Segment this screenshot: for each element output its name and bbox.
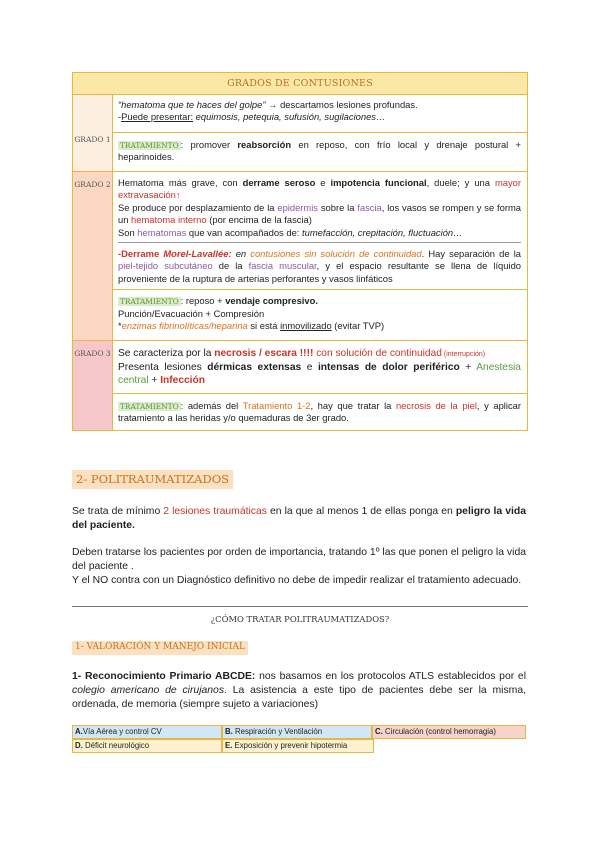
treatment-tag: TRATAMIENTO [120,401,179,411]
abcde-cell-e: E. Exposición y prevenir hipotermia [222,739,374,753]
paragraph-diagnosis: Y el NO contra con un Diagnóstico definitivo no debe de impedir realizar el tratamiento adecuado. [72,575,522,586]
paragraph-abcde: 1- Reconocimiento Primario ABCDE: nos basamos en los protocolos ATLS establecidos por el colegio americano de cirujanos. La asistencia a este tipo de pacientes debe ser la misma, ordenada, de memoria (siempre sujeto a variaciones) [72,671,527,710]
abcde-cell-d: D. Déficit neurológico [72,739,222,753]
grade-2-treatment: TRATAMIENTO : reposo + vendaje compresivo. Punción/Evacuación + Compresión *enzimas fibrinolíticas/heparina si está inmovilizado (evitar TVP) [118,295,385,332]
morel-lavallee-note: -Derrame Morel-Lavallée: en contusiones sin solución de continuidad. Hay separación de la piel-tejido subcutáneo de la fascia muscular, y el espacio resultante se llena de líquido proveniente de la ruptura de arterias perforantes y vasos linfáticos [118,248,522,284]
grade-2-label: GRADO 2 [73,172,113,340]
subsection-question: ¿CÓMO TRATAR POLITRAUMATIZADOS? [210,614,390,624]
grade-3-label: GRADO 3 [73,341,113,429]
grade-3-treatment: TRATAMIENTO : además del Tratamiento 1-2, hay que tratar la necrosis de la piel, y aplicar tratamiento a las heridas y/o quemaduras de 3er grado. [118,399,521,424]
section-heading: 2- POLITRAUMATIZADOS [72,470,233,489]
grade-3-row [73,341,527,429]
paragraph-definition: Se trata de mínimo 2 lesiones traumáticas en la que al menos 1 de ellas ponga en peligro la vida del paciente. [72,506,526,531]
treatment-tag: TRATAMIENTO [120,141,179,150]
grade-2-row [73,172,527,341]
treatment-tag: TRATAMIENTO [120,297,179,307]
divider [72,606,528,607]
grade-3-description: Se caracteriza por la necrosis / escara !!!! con solución de continuidad (interrupción) Presenta lesiones dérmicas extensas e intensas de dolor periférico + Anestesia central + Infección [113,341,527,393]
grade-2-description: Hematoma más grave, con derrame seroso e impotencia funcional, duele; y una mayor extravasación↑ Se produce por desplazamiento de la epidermis sobre la fascia, los vasos se rompen y se forma un hematoma interno (por encima de la fascia) Son hematomas que van acompañados de: tumefacción, crepitación, fluctuación… -Derrame Morel-Lavallée: en contusiones sin solución de continuidad. Hay separación de la piel-tejido subcutáneo de la fascia muscular, y el espacio resultante se llena de líquido proveniente de la ruptura de arterias perforantes y vasos linfáticos [113,172,527,290]
paragraph-priority: Deben tratarse los pacientes por orden de importancia, tratando 1º las que ponen el peligro la vida del paciente . [72,547,526,572]
grade-1-label: GRADO 1 [73,95,113,171]
grade-1-treatment: TRATAMIENTO : promover reabsorción en reposo, con frío local y drenaje postural + heparinoides. [118,139,521,163]
abcde-table [72,725,528,753]
subsection-heading: 1- VALORACIÓN Y MANEJO INICIAL [72,641,248,655]
grade-1-row [73,95,527,172]
abcde-cell-c: C. Circulación (control hemorragia) [372,725,526,739]
abcde-cell-b: B. Respiración y Ventilación [222,725,372,739]
abcde-cell-a: A.Vía Aérea y control CV [72,725,222,739]
divider [118,242,521,243]
grade-1-description: “hematoma que te haces del golpe” → descartamos lesiones profundas. -Puede presentar: equimosis, petequia, sufusión, sugilaciones… [113,95,527,133]
table-title: GRADOS DE CONTUSIONES [73,73,527,95]
contusion-grades-table [72,72,528,431]
